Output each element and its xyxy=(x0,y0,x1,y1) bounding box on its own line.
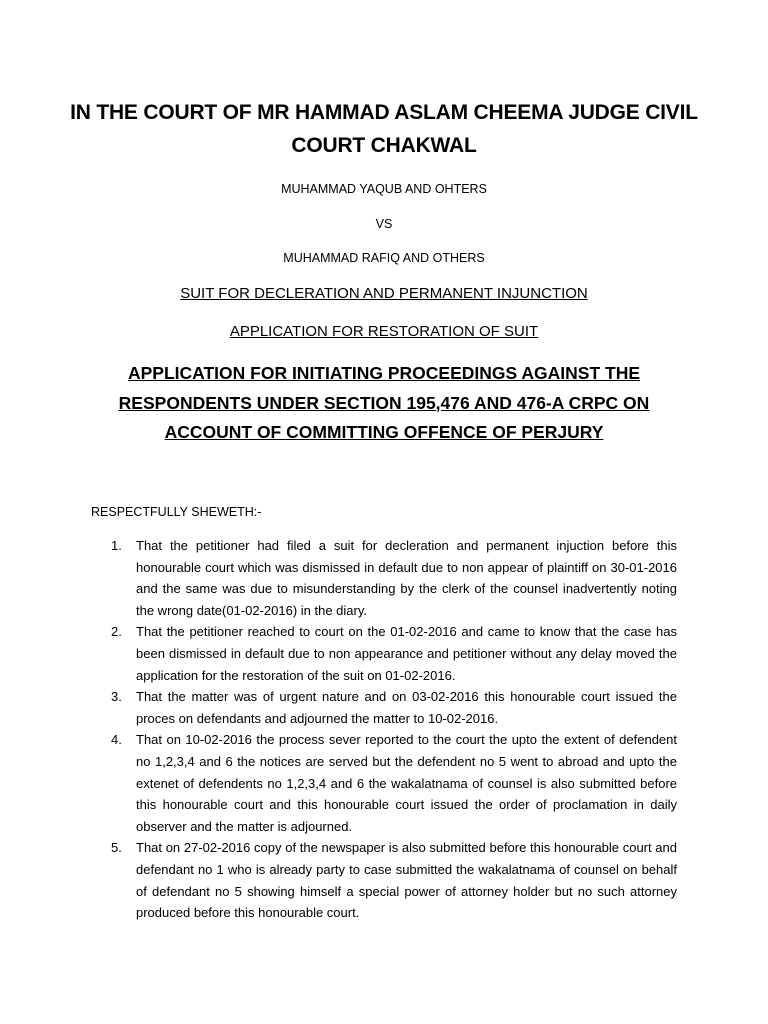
point-text: That on 10-02-2016 the process sever reported to the court the upto the extent of defendent no 1,2,3,4 and 6 the notices are served but the defendent no 5 went to abroad and upto the extenet of defendents no 1,2,3,4 and 6 the wakalatnama of counsel is also submitted before this honourable court and this honourable court issued the order of proclamation in daily observer and the matter is adjourned. xyxy=(136,732,677,834)
court-title: IN THE COURT OF MR HAMMAD ASLAM CHEEMA JUDGE CIVIL COURT CHAKWAL xyxy=(70,101,698,157)
application-title: APPLICATION FOR RESTORATION OF SUIT xyxy=(229,323,539,340)
list-item xyxy=(91,621,677,686)
salutation: RESPECTFULLY SHEWETH:- xyxy=(91,505,262,519)
versus-label: VS xyxy=(375,217,393,231)
list-item xyxy=(91,729,677,837)
defendant-name: MUHAMMAD RAFIQ AND OTHERS xyxy=(283,251,485,265)
point-number: 2. xyxy=(111,624,122,640)
point-number: 1. xyxy=(111,538,122,553)
point-number: 5. xyxy=(111,840,122,856)
list-item xyxy=(91,837,677,923)
list-item xyxy=(91,686,677,729)
point-text: That on 27-02-2016 copy of the newspaper is also submitted before this honourable court and defendant no 1 who is already party to case submitted the wakalatnama of counsel on behalf of defendant no 5 showing himself a special power of attorney holder but no such attorney produced before this honourable court. xyxy=(136,840,677,921)
plaintiff-name: MUHAMMAD YAQUB AND OHTERS xyxy=(281,182,487,196)
numbered-points-list xyxy=(91,535,677,924)
application-heading: APPLICATION FOR INITIATING PROCEEDINGS AGAINST THE RESPONDENTS UNDER SECTION 195,476 AND 476-A CRPC ON ACCOUNT OF COMMITTING OFFENCE OF PERJURY xyxy=(118,363,650,442)
suit-title: SUIT FOR DECLERATION AND PERMANENT INJUNCTION xyxy=(180,285,588,302)
point-text: That the petitioner reached to court on the 01-02-2016 and came to know that the case has been dismissed in default due to non appearance and petitioner without any delay moved the application for the restoration of the suit on 01-02-2016. xyxy=(136,624,677,683)
point-number: 3. xyxy=(111,689,122,705)
list-item xyxy=(91,535,677,621)
point-text: That the matter was of urgent nature and on 03-02-2016 this honourable court issued the proces on defendants and adjourned the matter to 10-02-2016. xyxy=(136,689,677,726)
point-text: That the petitioner had filed a suit for decleration and permanent injuction before this honourable court which was dismissed in default due to non appear of plaintiff on 30-01-2016 and the same was due to misunderstanding by the clerk of the counsel inadvertently noting the wrong date(01-02-2016) in the diary. xyxy=(136,538,677,618)
point-number: 4. xyxy=(111,732,122,748)
